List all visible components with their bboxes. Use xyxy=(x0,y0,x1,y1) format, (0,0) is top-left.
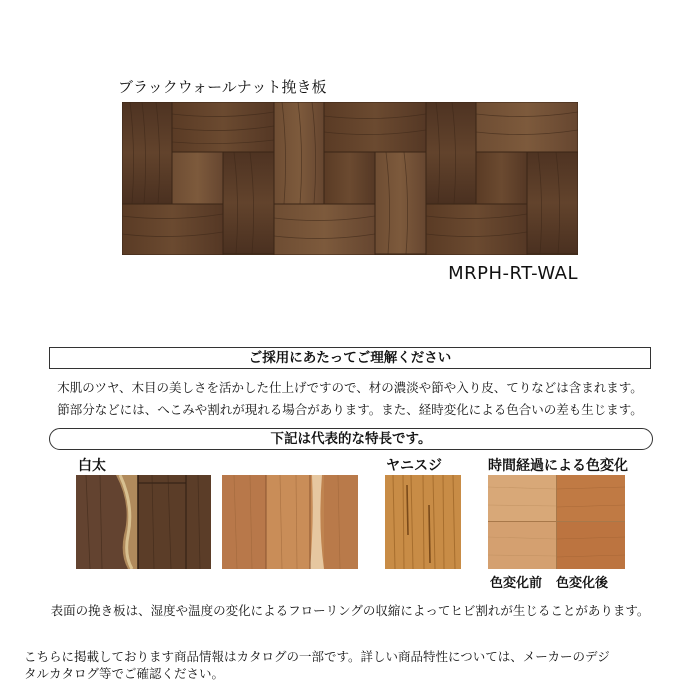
crack-footnote: 表面の挽き板は、湿度や温度の変化によるフローリングの収縮によってヒビ割れが生じることがあります。 xyxy=(50,603,650,618)
product-title: ブラックウォールナット挽き板 xyxy=(118,78,327,96)
white-sapwood-dark-sample xyxy=(76,475,211,569)
notice-line-1: 木肌のツヤ、木目の美しさを活かした仕上げですので、材の濃淡や節や入り皮、てりなどは含まれます。 xyxy=(57,380,643,395)
white-sapwood-label: 白太 xyxy=(78,458,106,474)
disclaimer xyxy=(24,648,694,682)
disclaimer-line-2: タルカタログ等でご確認ください。 xyxy=(24,666,225,681)
yanisuji-sample xyxy=(385,475,461,569)
product-code: MRPH-RT-WAL xyxy=(448,263,578,284)
features-heading: 下記は代表的な特長です。 xyxy=(49,428,653,450)
color-change-label: 時間経過による色変化 xyxy=(488,458,628,474)
notice-line-2: 節部分などには、へこみや割れが現れる場合があります。また、経時変化による色合いの差も生じます。 xyxy=(57,402,643,417)
flooring-sample-image xyxy=(122,102,578,255)
before-color-change-caption: 色変化前 xyxy=(490,576,543,591)
white-sapwood-light-sample xyxy=(222,475,358,569)
after-color-change-caption: 色変化後 xyxy=(556,576,609,591)
yanisuji-label: ヤニスジ xyxy=(386,458,442,474)
color-change-sample xyxy=(488,475,625,569)
notice-heading: ご採用にあたってご理解ください xyxy=(49,347,651,369)
disclaimer-line-1: こちらに掲載しております商品情報はカタログの一部です。詳しい商品特性については、メーカーのデジ xyxy=(24,649,610,664)
